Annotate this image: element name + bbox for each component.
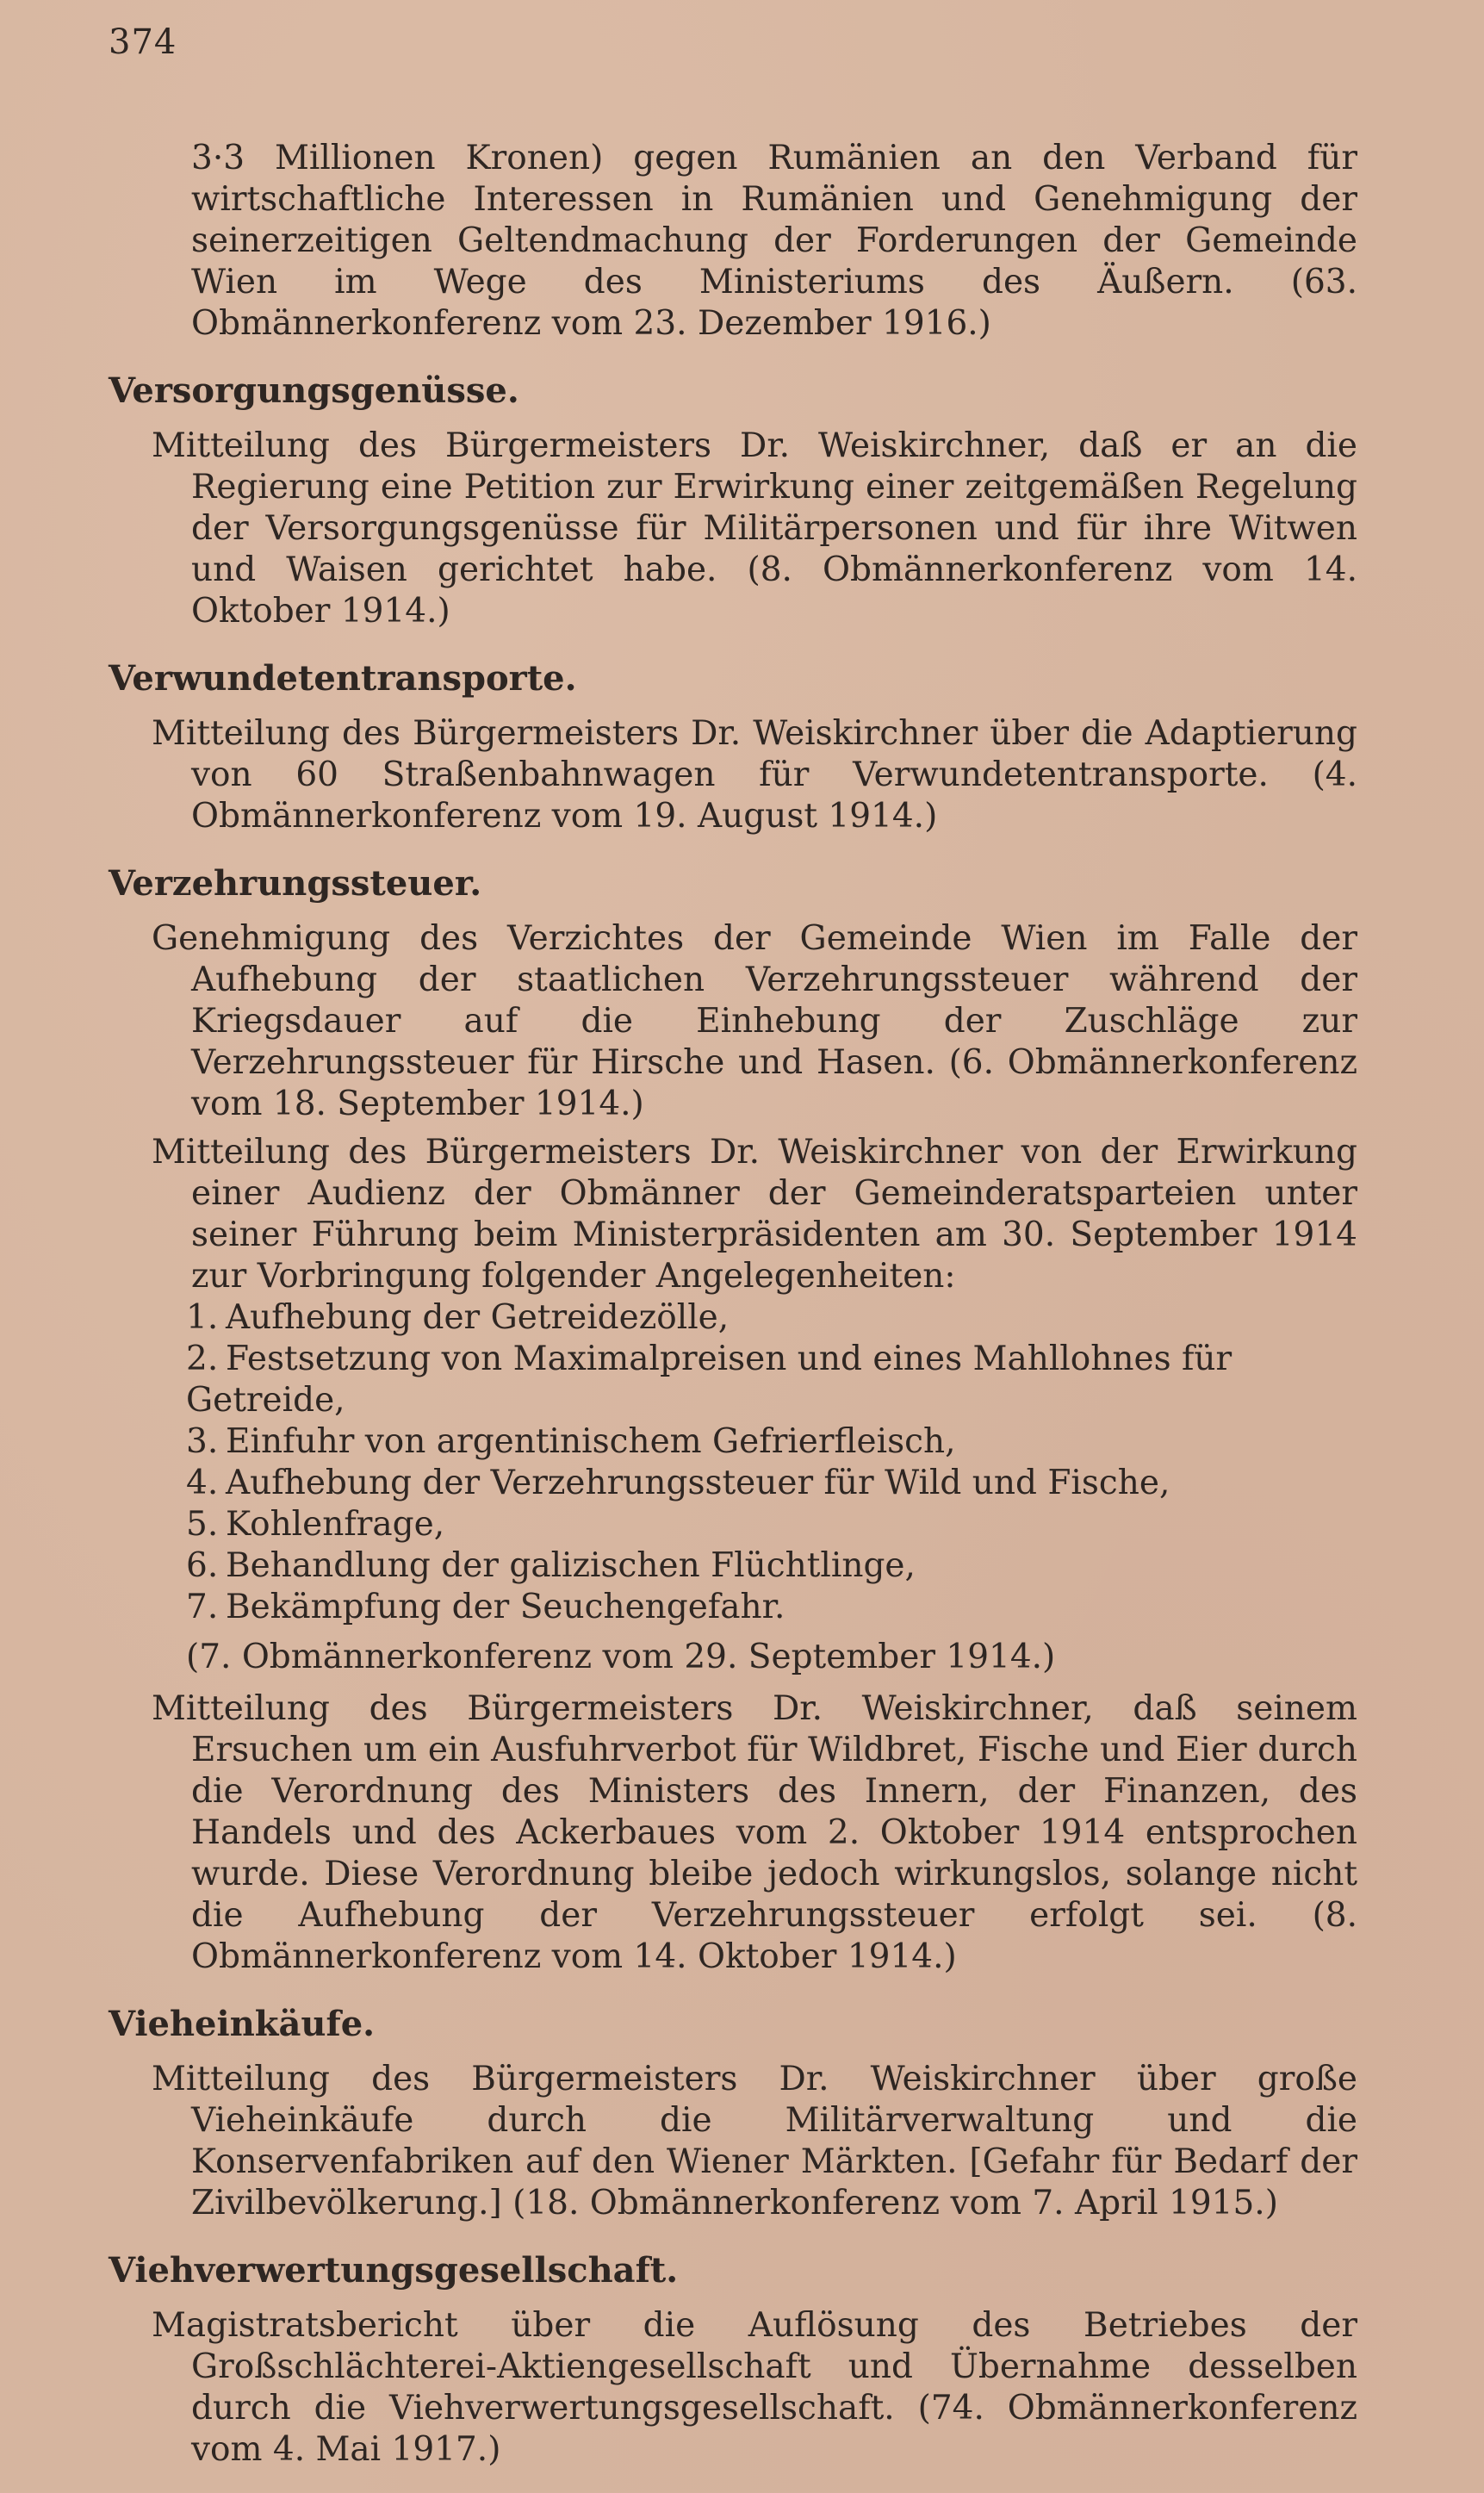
section-heading: Verwundetentransporte. [109, 658, 577, 699]
list-item: 6. Behandlung der galizischen Flüchtlinge, [186, 1546, 916, 1585]
intro-continuation: 3·3 Millionen Kronen) gegen Rumänien an den Verband für wirtschaftliche Interessen in Rumänien und Genehmigung der seinerzeitigen Geltendmachung der Forderungen der Gemeinde Wien im Wege des Ministeriums des Äußern. (63. Obmännerkonferenz vom 23. Dezember 1916.) [191, 139, 1357, 343]
section-versorgungsgenuesse [109, 370, 1357, 632]
entry-paragraph: Magistratsbericht über die Auflösung des Betriebes der Großschlächterei-Aktiengesellschaft und Übernahme desselben durch die Viehverwertungsgesellschaft. (74. Obmännerkonferenz vom 4. Mai 1917.) [152, 2306, 1357, 2469]
section-vieheinkaeufe [109, 2004, 1357, 2224]
section-heading: Viehverwertungsgesellschaft. [109, 2250, 679, 2291]
section-verwundetentransporte [109, 658, 1357, 837]
section-heading: Vieheinkäufe. [109, 2004, 376, 2044]
section-heading: Verzehrungssteuer. [109, 863, 482, 904]
entry-paragraph: Mitteilung des Bürgermeisters Dr. Weiskirchner von der Erwirkung einer Audienz der Obmänner der Gemeinderatsparteien unter seiner Führung beim Ministerpräsidenten am 30. September 1914 zur Vorbringung folgender Angelegenheiten: [152, 1133, 1357, 1296]
entry-paragraph: Genehmigung des Verzichtes der Gemeinde Wien im Falle der Aufhebung der staatlichen Verzehrungssteuer während der Kriegsdauer auf die Einhebung der Zuschläge zur Verzehrungssteuer für Hirsche und Hasen. (6. Obmännerkonferenz vom 18. September 1914.) [152, 919, 1357, 1123]
list-item: 5. Kohlenfrage, [186, 1505, 445, 1544]
list-item: 2. Festsetzung von Maximalpreisen und eines Mahllohnes für Getreide, [186, 1340, 1233, 1420]
page-number: 374 [109, 22, 177, 62]
list-item: 3. Einfuhr von argentinischem Gefrierfleisch, [186, 1422, 956, 1461]
entry-paragraph: Mitteilung des Bürgermeisters Dr. Weiskirchner, daß er an die Regierung eine Petition zur Erwirkung einer zeitgemäßen Regelung der Versorgungsgenüsse für Militärpersonen und für ihre Witwen und Waisen gerichtet habe. (8. Obmännerkonferenz vom 14. Oktober 1914.) [152, 426, 1357, 631]
entry-paragraph: Mitteilung des Bürgermeisters Dr. Weiskirchner über die Adaptierung von 60 Straßenbahnwagen für Verwundetentransporte. (4. Obmännerkonferenz vom 19. August 1914.) [152, 714, 1357, 836]
entry-paragraph: Mitteilung des Bürgermeisters Dr. Weiskirchner über große Vieheinkäufe durch die Militärverwaltung und die Konservenfabriken auf den Wiener Märkten. [Gefahr für Bedarf der Zivilbevölkerung.] (18. Obmännerkonferenz vom 7. April 1915.) [152, 2060, 1357, 2223]
list-item: 7. Bekämpfung der Seuchengefahr. [186, 1588, 785, 1626]
section-heading: Versorgungsgenüsse. [109, 370, 519, 411]
list-item: 1. Aufhebung der Getreidezölle, [186, 1298, 730, 1337]
page-content [109, 138, 1357, 2471]
list-item: 4. Aufhebung der Verzehrungssteuer für Wild und Fische, [186, 1464, 1170, 1502]
list-reference-note: (7. Obmännerkonferenz vom 29. September 1914.) [186, 1638, 1056, 1676]
entry-paragraph: Mitteilung des Bürgermeisters Dr. Weiskirchner, daß seinem Ersuchen um ein Ausfuhrverbot für Wildbret, Fische und Eier durch die Verordnung des Ministers des Innern, der Finanzen, des Handels und des Ackerbaues vom 2. Oktober 1914 entsprochen wurde. Diese Verordnung bleibe jedoch wirkungslos, solange nicht die Aufhebung der Verzehrungssteuer erfolgt sei. (8. Obmännerkonferenz vom 14. Oktober 1914.) [152, 1689, 1357, 1976]
section-viehverwertungsgesellschaft [109, 2250, 1357, 2471]
section-verzehrungssteuer [109, 863, 1357, 1978]
numbered-list [109, 1297, 1357, 1628]
